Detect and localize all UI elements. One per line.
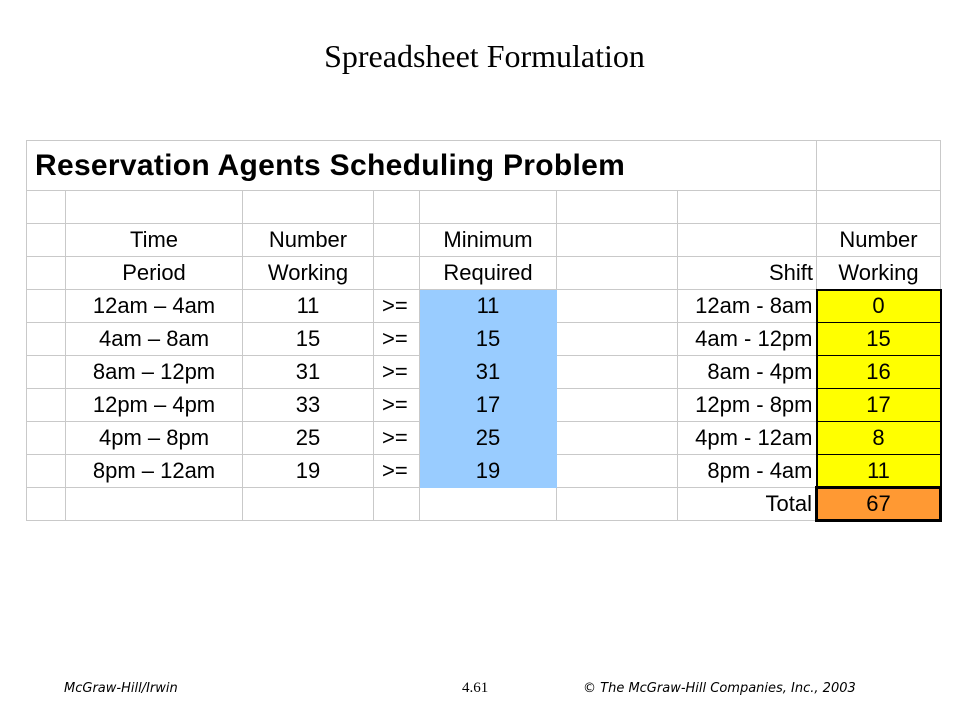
cell[interactable] xyxy=(557,224,678,257)
cell[interactable] xyxy=(817,191,941,224)
cell[interactable] xyxy=(27,224,66,257)
shift-cell[interactable]: 12am - 8am xyxy=(678,290,817,323)
shift-working-cell[interactable]: 17 xyxy=(817,389,941,422)
table-row xyxy=(27,323,941,356)
slide-title: Spreadsheet Formulation xyxy=(324,38,645,74)
cell[interactable] xyxy=(66,191,243,224)
footer-slide-number: 4.61 xyxy=(462,680,489,696)
cell[interactable] xyxy=(27,191,66,224)
header-number[interactable]: Number xyxy=(243,224,374,257)
header-working[interactable]: Working xyxy=(243,257,374,290)
cell[interactable] xyxy=(678,224,817,257)
cell[interactable] xyxy=(557,323,678,356)
cell[interactable] xyxy=(27,455,66,488)
operator-cell[interactable]: >= xyxy=(374,422,420,455)
period-cell[interactable]: 8pm – 12am xyxy=(66,455,243,488)
working-cell[interactable]: 11 xyxy=(243,290,374,323)
total-value-cell[interactable]: 67 xyxy=(817,488,941,521)
working-cell[interactable]: 15 xyxy=(243,323,374,356)
header-row-2 xyxy=(27,257,941,290)
required-cell[interactable]: 25 xyxy=(420,422,557,455)
cell[interactable] xyxy=(817,141,941,191)
cell[interactable] xyxy=(27,356,66,389)
shift-working-cell[interactable]: 0 xyxy=(817,290,941,323)
period-cell[interactable]: 4am – 8am xyxy=(66,323,243,356)
operator-cell[interactable]: >= xyxy=(374,290,420,323)
period-cell[interactable]: 12pm – 4pm xyxy=(66,389,243,422)
working-cell[interactable]: 33 xyxy=(243,389,374,422)
header-row-1 xyxy=(27,224,941,257)
blank-row xyxy=(27,191,941,224)
cell[interactable] xyxy=(557,290,678,323)
cell[interactable] xyxy=(27,488,66,521)
shift-working-cell[interactable]: 15 xyxy=(817,323,941,356)
table-row xyxy=(27,455,941,488)
cell[interactable] xyxy=(27,389,66,422)
header-time[interactable]: Time xyxy=(66,224,243,257)
cell[interactable] xyxy=(243,191,374,224)
required-cell[interactable]: 15 xyxy=(420,323,557,356)
working-cell[interactable]: 31 xyxy=(243,356,374,389)
cell[interactable] xyxy=(557,257,678,290)
total-row xyxy=(27,488,941,521)
shift-cell[interactable]: 8pm - 4am xyxy=(678,455,817,488)
cell[interactable] xyxy=(557,191,678,224)
shift-cell[interactable]: 4am - 12pm xyxy=(678,323,817,356)
cell[interactable] xyxy=(374,488,420,521)
cell[interactable] xyxy=(557,389,678,422)
header-required[interactable]: Required xyxy=(420,257,557,290)
footer-copyright: © The McGraw-Hill Companies, Inc., 2003 xyxy=(583,681,856,696)
shift-working-cell[interactable]: 8 xyxy=(817,422,941,455)
required-cell[interactable]: 31 xyxy=(420,356,557,389)
shift-cell[interactable]: 4pm - 12am xyxy=(678,422,817,455)
cell[interactable] xyxy=(420,488,557,521)
header-working-shift[interactable]: Working xyxy=(817,257,941,290)
shift-working-cell[interactable]: 11 xyxy=(817,455,941,488)
footer-publisher: McGraw-Hill/Irwin xyxy=(64,681,178,696)
cell[interactable] xyxy=(557,488,678,521)
table-row xyxy=(27,389,941,422)
table-row xyxy=(27,422,941,455)
cell[interactable] xyxy=(27,323,66,356)
required-cell[interactable]: 19 xyxy=(420,455,557,488)
required-cell[interactable]: 17 xyxy=(420,389,557,422)
period-cell[interactable]: 8am – 12pm xyxy=(66,356,243,389)
cell[interactable] xyxy=(243,488,374,521)
cell[interactable] xyxy=(374,191,420,224)
shift-cell[interactable]: 12pm - 8pm xyxy=(678,389,817,422)
header-shift[interactable]: Shift xyxy=(678,257,817,290)
cell[interactable] xyxy=(557,356,678,389)
shift-cell[interactable]: 8am - 4pm xyxy=(678,356,817,389)
cell[interactable] xyxy=(374,257,420,290)
cell[interactable] xyxy=(557,422,678,455)
total-label[interactable]: Total xyxy=(678,488,817,521)
operator-cell[interactable]: >= xyxy=(374,455,420,488)
header-number-shift[interactable]: Number xyxy=(817,224,941,257)
required-cell[interactable]: 11 xyxy=(420,290,557,323)
operator-cell[interactable]: >= xyxy=(374,389,420,422)
cell[interactable] xyxy=(66,488,243,521)
working-cell[interactable]: 25 xyxy=(243,422,374,455)
sheet-heading[interactable]: Reservation Agents Scheduling Problem xyxy=(27,141,817,191)
cell[interactable] xyxy=(27,422,66,455)
operator-cell[interactable]: >= xyxy=(374,356,420,389)
cell[interactable] xyxy=(678,191,817,224)
spreadsheet xyxy=(26,140,942,522)
table-row xyxy=(27,290,941,323)
operator-cell[interactable]: >= xyxy=(374,323,420,356)
header-minimum[interactable]: Minimum xyxy=(420,224,557,257)
header-period[interactable]: Period xyxy=(66,257,243,290)
period-cell[interactable]: 4pm – 8pm xyxy=(66,422,243,455)
sheet-title-row xyxy=(27,141,941,191)
period-cell[interactable]: 12am – 4am xyxy=(66,290,243,323)
cell[interactable] xyxy=(420,191,557,224)
cell[interactable] xyxy=(557,455,678,488)
table-row xyxy=(27,356,941,389)
cell[interactable] xyxy=(27,257,66,290)
shift-working-cell[interactable]: 16 xyxy=(817,356,941,389)
cell[interactable] xyxy=(27,290,66,323)
cell[interactable] xyxy=(374,224,420,257)
working-cell[interactable]: 19 xyxy=(243,455,374,488)
